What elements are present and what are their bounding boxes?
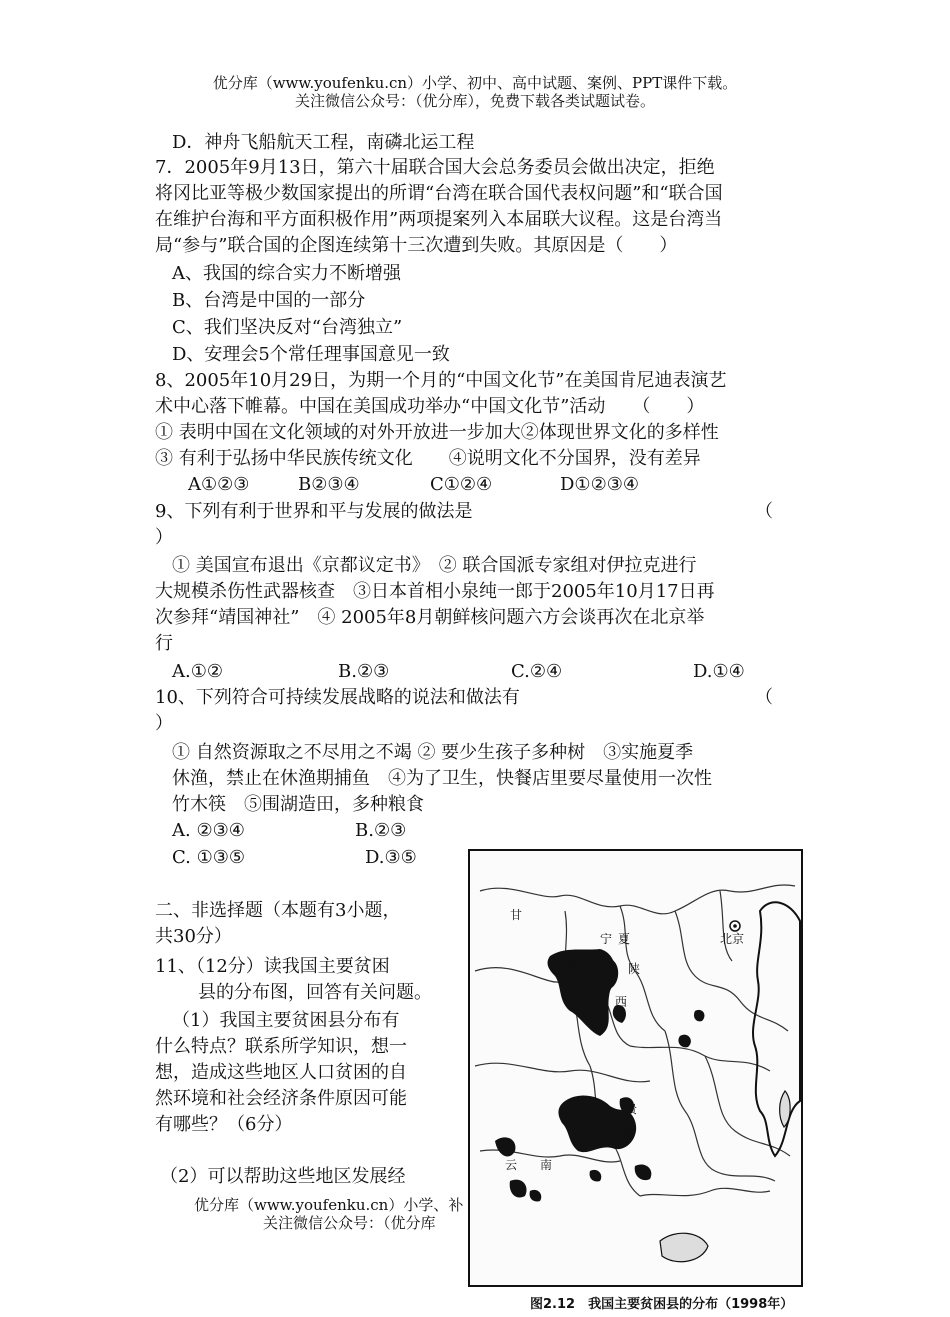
section2-title-cont: 共30分） bbox=[155, 926, 232, 947]
q10-option-a: A. ②③④ bbox=[172, 820, 245, 841]
q11-part1-line: 什么特点？联系所学知识，想一 bbox=[155, 1036, 407, 1057]
q8-stem-line: 术中心落下帷幕。中国在美国成功举办“中国文化节”活动 （ ） bbox=[155, 396, 705, 417]
q7-option-b: B、台湾是中国的一部分 bbox=[172, 290, 366, 311]
q9-stem-line: 次参拜“靖国神社” ④ 2005年8月朝鲜核问题六方会谈再次在北京举 bbox=[155, 607, 705, 628]
q9-bracket-close: ） bbox=[155, 527, 173, 548]
q10-bracket-open: （ bbox=[755, 687, 773, 708]
label-xia: 夏 bbox=[618, 932, 631, 946]
map-drawing bbox=[470, 851, 801, 1285]
q7-stem-line: 将冈比亚等极少数国家提出的所谓“台湾在联合国代表权问题”和“联合国 bbox=[155, 183, 723, 204]
coastline bbox=[753, 902, 800, 1156]
q9-option-d: D.①④ bbox=[693, 661, 745, 682]
q8-stem-line: ① 表明中国在文化领域的对外开放进一步加大②体现世界文化的多样性 bbox=[155, 422, 719, 443]
label-su: 肃 bbox=[565, 958, 578, 972]
q11-stem-line: 县的分布图，回答有关问题。 bbox=[198, 982, 432, 1003]
q9-stem-line: 行 bbox=[155, 633, 173, 654]
q11-part1-line: 有哪些？（6分） bbox=[155, 1114, 293, 1135]
province-borders bbox=[475, 885, 795, 1196]
hainan-island bbox=[660, 1233, 708, 1262]
label-xi: 西 bbox=[615, 995, 628, 1009]
label-gan: 甘 bbox=[510, 908, 523, 922]
q10-option-d: D.③⑤ bbox=[365, 847, 417, 868]
label-yun: 云 bbox=[505, 1158, 518, 1172]
q10-stem-line: 休渔，禁止在休渔期捕鱼 ④为了卫生，快餐店里要尽量使用一次性 bbox=[172, 768, 712, 789]
q8-option-c: C①②④ bbox=[430, 474, 493, 495]
q6-option-d: D．神舟飞船航天工程，南磷北运工程 bbox=[172, 132, 475, 153]
label-beijing: 北京 bbox=[720, 932, 745, 946]
header-line-1: 优分库（www.youfenku.cn）小学、初中、高中试题、案例、PPT课件下载。 bbox=[212, 74, 738, 92]
q9-stem-line: 9、下列有利于世界和平与发展的做法是 bbox=[155, 501, 473, 522]
label-zhou: 州 bbox=[622, 1128, 635, 1142]
q11-stem-line: 11、（12分）读我国主要贫困 bbox=[155, 956, 390, 977]
q9-stem-line: ① 美国宣布退出《京都议定书》 ② 联合国派专家组对伊拉克进行 bbox=[172, 555, 697, 576]
q10-option-b: B.②③ bbox=[355, 820, 407, 841]
q8-stem-line: 8、2005年10月29日，为期一个月的“中国文化节”在美国肯尼迪表演艺 bbox=[155, 370, 727, 391]
q9-bracket-open: （ bbox=[755, 501, 773, 522]
section2-title: 二、非选择题（本题有3小题， bbox=[155, 900, 401, 921]
q11-part2: （2）可以帮助这些地区发展经 bbox=[160, 1166, 406, 1187]
q7-stem-line: 局“参与”联合国的企图连续第十三次遭到失败。其原因是（ ） bbox=[155, 235, 678, 256]
label-ning: 宁 bbox=[600, 932, 613, 946]
footer-line-1: 优分库（www.youfenku.cn）小学、补 bbox=[194, 1196, 464, 1214]
q11-part1-line: （1）我国主要贫困县分布有 bbox=[172, 1010, 400, 1031]
q7-option-a: A、我国的综合实力不断增强 bbox=[172, 263, 401, 284]
footer-line-2: 关注微信公众号：（优分库 bbox=[263, 1214, 436, 1232]
q8-stem-line: ③ 有利于弘扬中华民族传统文化 ④说明文化不分国界，没有差异 bbox=[155, 448, 701, 469]
q10-stem-line: 竹木筷 ⑤围湖造田，多种粮食 bbox=[172, 794, 424, 815]
q7-stem-line: 7．2005年9月13日，第六十届联合国大会总务委员会做出决定，拒绝 bbox=[155, 157, 715, 178]
q8-option-b: B②③④ bbox=[298, 474, 360, 495]
q10-stem-line: 10、下列符合可持续发展战略的说法和做法有 bbox=[155, 687, 520, 708]
q11-part1-line: 然环境和社会经济条件原因可能 bbox=[155, 1088, 407, 1109]
q8-option-d: D①②③④ bbox=[560, 474, 639, 495]
q7-option-c: C、我们坚决反对“台湾独立” bbox=[172, 317, 403, 338]
q7-option-d: D、安理会5个常任理事国意见一致 bbox=[172, 344, 450, 365]
q7-stem-line: 在维护台海和平方面积极作用”两项提案列入本届联大议程。这是台湾当 bbox=[155, 209, 723, 230]
q10-option-c: C. ①③⑤ bbox=[172, 847, 245, 868]
map-caption: 图2.12 我国主要贫困县的分布（1998年） bbox=[530, 1297, 794, 1312]
beijing-marker-dot bbox=[733, 924, 737, 928]
header-line-2: 关注微信公众号：（优分库），免费下载各类试题试卷。 bbox=[294, 92, 655, 110]
q9-option-b: B.②③ bbox=[338, 661, 390, 682]
label-shaan: 陕 bbox=[628, 962, 641, 976]
label-gui: 贵 bbox=[625, 1102, 638, 1116]
label-nan: 南 bbox=[540, 1158, 553, 1172]
q10-bracket-close: ） bbox=[155, 713, 173, 734]
q11-part1-line: 想，造成这些地区人口贫困的自 bbox=[155, 1062, 407, 1083]
q9-stem-line: 大规模杀伤性武器核查 ③日本首相小泉纯一郎于2005年10月17日再 bbox=[155, 581, 715, 602]
poverty-county-map bbox=[468, 849, 803, 1287]
q8-option-a: A①②③ bbox=[188, 474, 250, 495]
q10-stem-line: ① 自然资源取之不尽用之不竭 ② 要少生孩子多种树 ③实施夏季 bbox=[172, 742, 694, 763]
q9-option-a: A.①② bbox=[172, 661, 223, 682]
q9-option-c: C.②④ bbox=[511, 661, 563, 682]
